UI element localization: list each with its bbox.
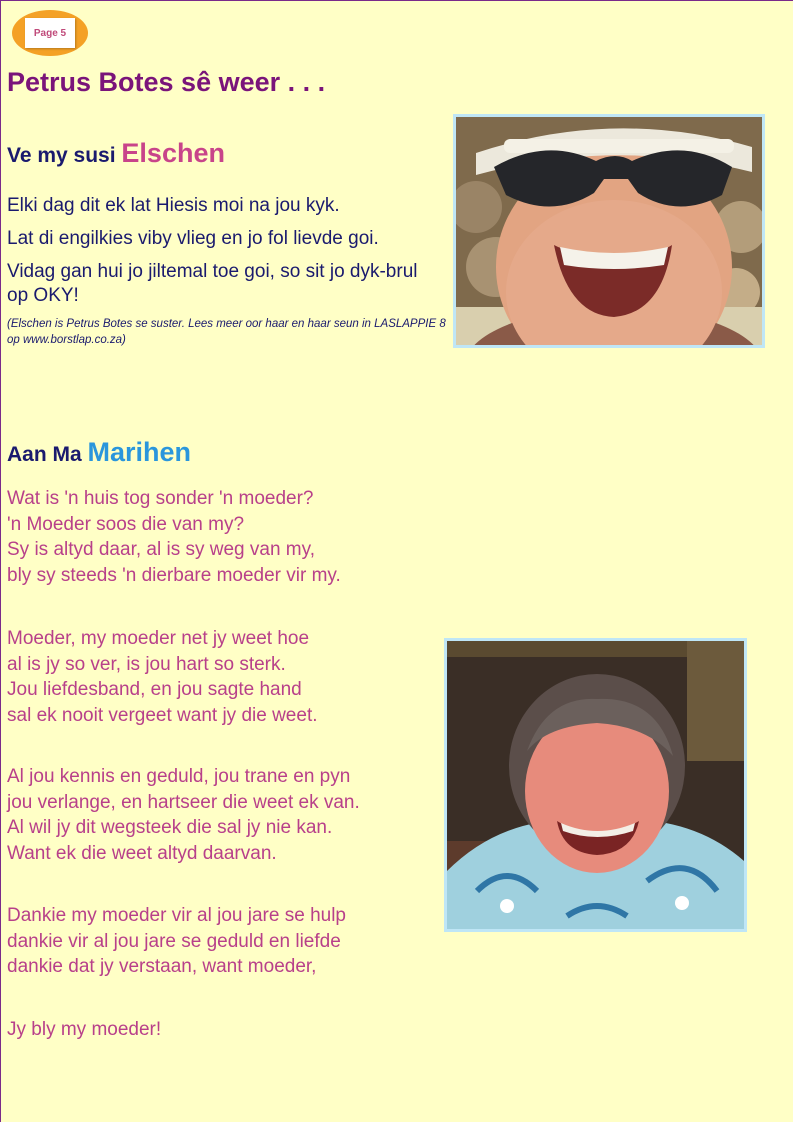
heading-name: Marihen — [87, 437, 192, 467]
poem-stanza — [7, 626, 447, 728]
section-heading-elschen — [7, 138, 225, 169]
poem-line: jou verlange, en hartseer die weet ek van. — [7, 791, 360, 813]
poem-line: Moeder, my moeder net jy weet hoe — [7, 628, 310, 649]
poem-line: Jy bly my moeder! — [7, 1019, 162, 1040]
portrait-older-woman-image — [447, 641, 744, 929]
poem-line: bly sy steeds 'n dierbare moeder vir my. — [7, 564, 341, 586]
photo-elschen — [453, 114, 765, 348]
message-line: Elki dag dit ek lat Hiesis moi na jou kyk. — [7, 195, 340, 216]
poem-stanza — [7, 764, 447, 866]
poem-line: Al wil jy dit wegsteek die sal jy nie kan. — [7, 817, 333, 838]
poem-line: Al jou kennis en geduld, jou trane en pyn — [7, 766, 351, 787]
message-line: Lat di engilkies viby vlieg en jo fol lievde goi. — [7, 228, 379, 249]
caption-note: (Elschen is Petrus Botes se suster. Lees meer oor haar en haar seun in LASLAPPIE 8 op www.borstlap.co.za) — [7, 318, 446, 346]
poem-line: Wat is 'n huis tog sonder 'n moeder? — [7, 488, 314, 509]
poem-line: Want ek die weet altyd daarvan. — [7, 842, 277, 864]
section-heading-marihen — [7, 437, 191, 468]
page-title: Petrus Botes sê weer . . . — [7, 67, 326, 97]
poem-line: 'n Moeder soos die van my? — [7, 513, 245, 535]
elschen-message — [7, 194, 437, 317]
portrait-woman-sunglasses-image — [456, 117, 762, 345]
photo-marihen — [444, 638, 747, 932]
poem-stanza — [7, 486, 447, 588]
poem-line: dankie dat jy verstaan, want moeder, — [7, 956, 317, 977]
page-badge — [12, 10, 88, 56]
poem-line: Dankie my moeder vir al jou jare se hulp — [7, 905, 346, 926]
heading-prefix: Aan Ma — [7, 443, 82, 466]
heading-name: Elschen — [121, 138, 225, 168]
poem-stanza — [7, 903, 447, 980]
message-line: Vidag gan hui jo jiltemal toe goi, so sit jo dyk-brul op OKY! — [7, 261, 418, 306]
poem-line: Sy is altyd daar, al is sy weg van my, — [7, 539, 315, 560]
heading-prefix: Ve my susi — [7, 144, 116, 167]
poem-line: sal ek nooit vergeet want jy die weet. — [7, 704, 318, 726]
poem-stanza — [7, 1017, 447, 1043]
poem-line: al is jy so ver, is jou hart so sterk. — [7, 653, 286, 675]
page-number: Page 5 — [25, 18, 75, 48]
poem-line: dankie vir al jou jare se geduld en liefde — [7, 930, 341, 952]
poem-line: Jou liefdesband, en jou sagte hand — [7, 679, 302, 700]
